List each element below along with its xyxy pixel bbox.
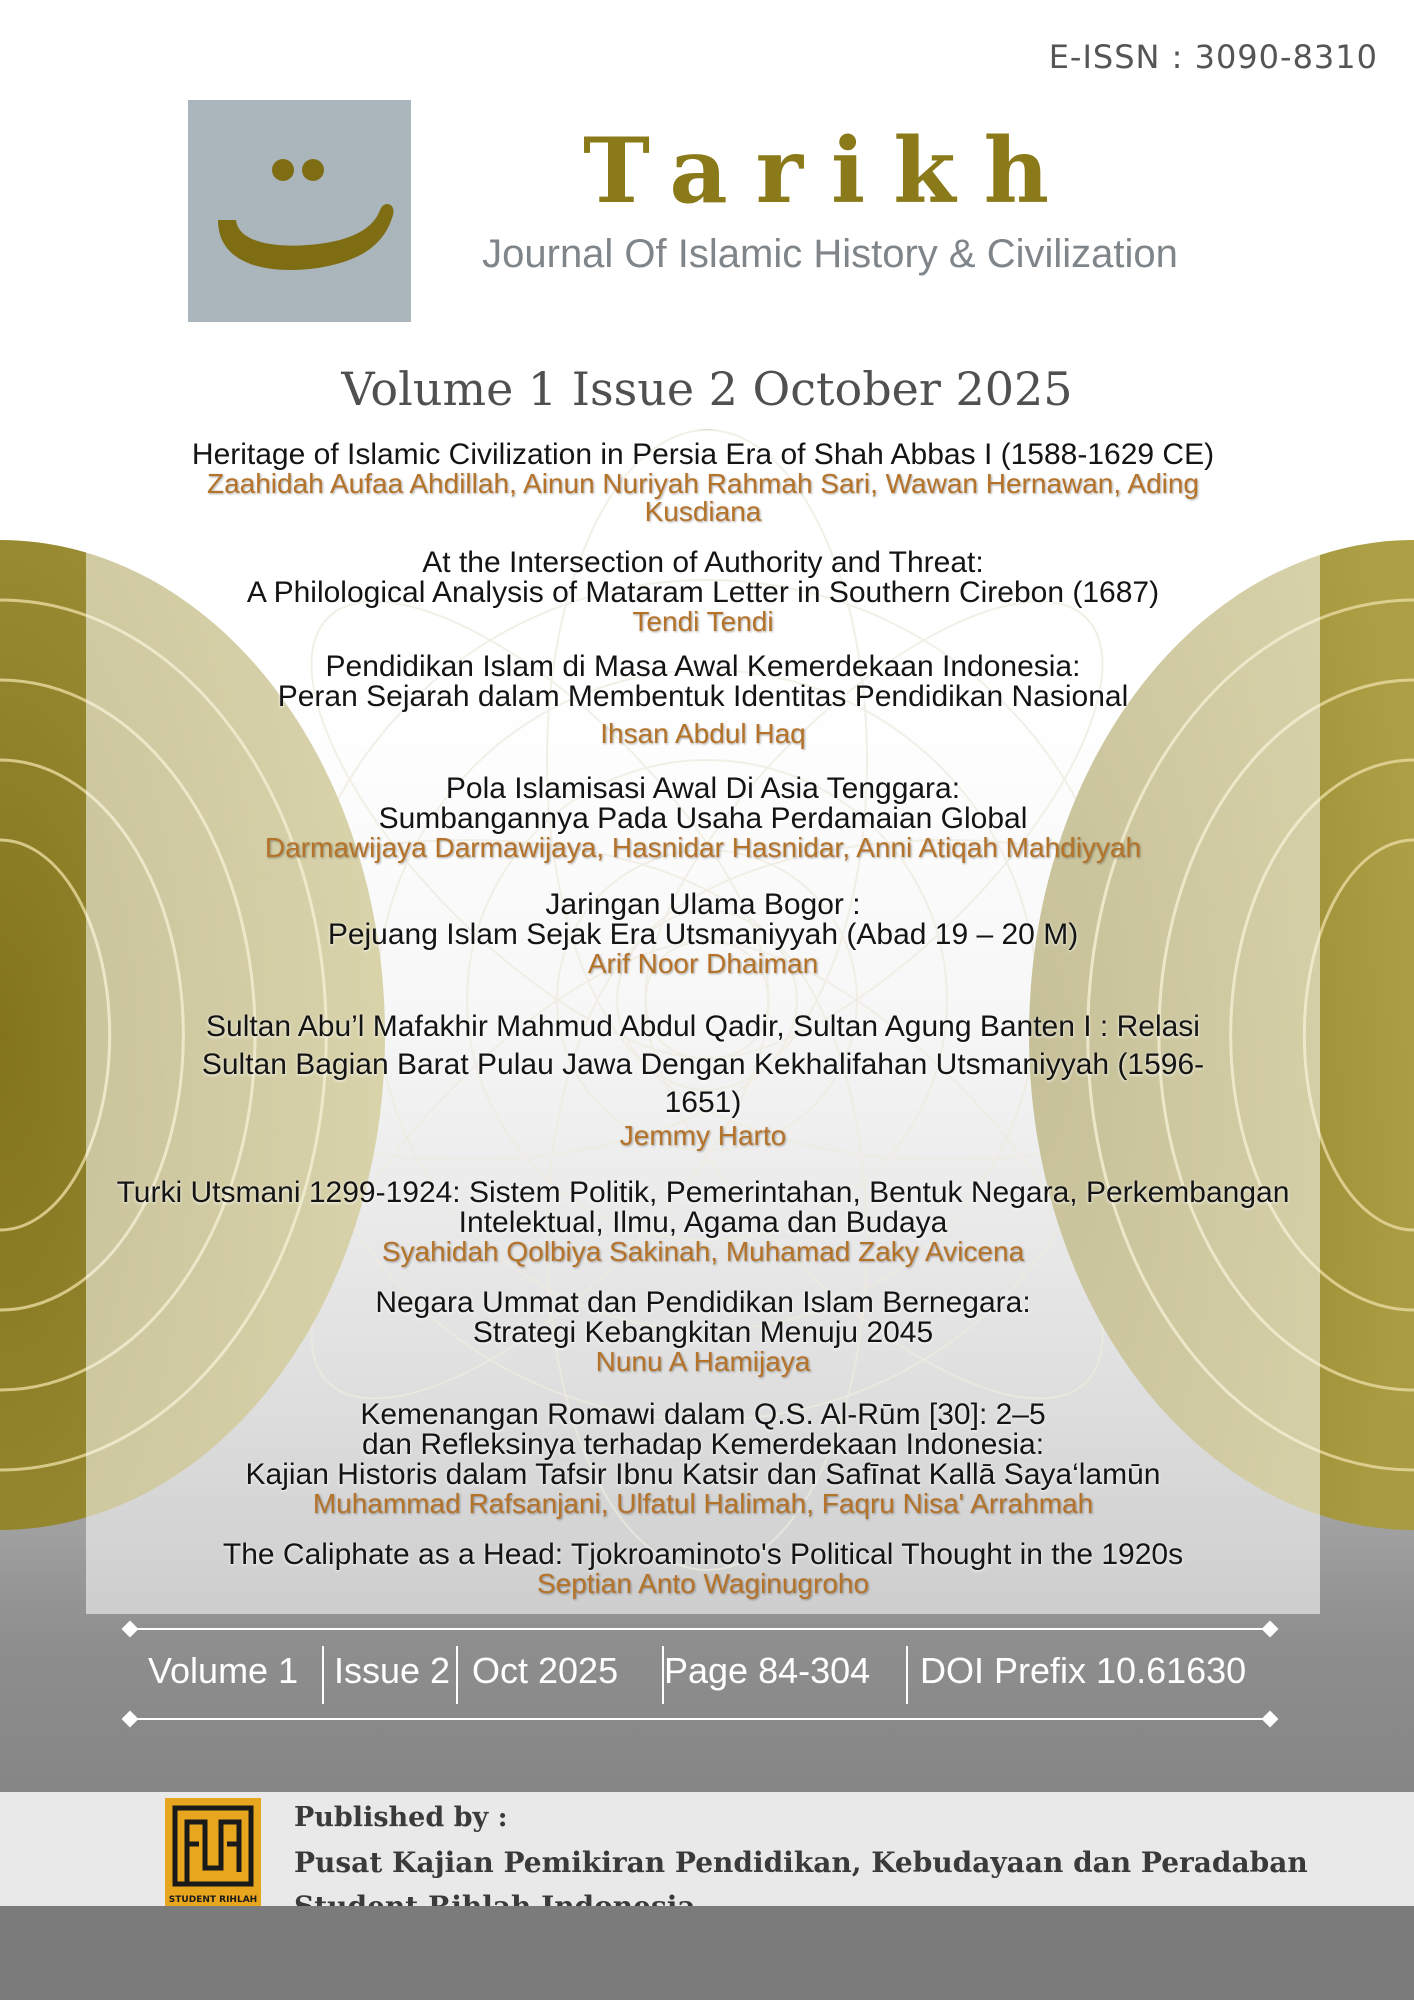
meta-volume: Volume 1 (148, 1650, 299, 1691)
article-item (86, 1540, 1320, 1598)
arabic-letter-ta-icon (188, 100, 411, 322)
top-rule (130, 1628, 1270, 1630)
meta-pages: Page 84-304 (664, 1650, 871, 1691)
article-title: The Caliphate as a Head: Tjokroaminoto's Political Thought in the 1920s (222, 1538, 1184, 1571)
article-authors: Kusdiana (644, 496, 762, 527)
article-title: Kemenangan Romawi dalam Q.S. Al-Rūm [30]: 2–5 (360, 1398, 1046, 1431)
article-title: Sultan Bagian Barat Pulau Jawa Dengan Kekhalifahan Utsmaniyyah (1596- (201, 1048, 1205, 1081)
article-authors: Syahidah Qolbiya Sakinah, Muhamad Zaky Avicena (381, 1236, 1025, 1267)
article-title: Jaringan Ulama Bogor : (545, 888, 861, 921)
meta-divider (322, 1646, 324, 1704)
journal-subtitle: Journal Of Islamic History & Civilization (482, 232, 1178, 276)
diamond-ornament (1262, 1621, 1279, 1638)
article-authors: Darmawijaya Darmawijaya, Hasnidar Hasnidar, Anni Atiqah Mahdiyyah (264, 832, 1142, 863)
article-item (86, 652, 1320, 748)
published-by-label: Published by : (294, 1802, 508, 1833)
article-title: Peran Sejarah dalam Membentuk Identitas Pendidikan Nasional (277, 680, 1129, 713)
article-item (86, 548, 1320, 636)
article-title: Negara Ummat dan Pendidikan Islam Bernegara: (375, 1286, 1031, 1319)
article-title: Pola Islamisasi Awal Di Asia Tenggara: (445, 772, 961, 805)
journal-title: Tarikh (582, 118, 1078, 224)
publisher-band (0, 1792, 1414, 1906)
article-title: dan Refleksinya terhadap Kemerdekaan Indonesia: (361, 1428, 1045, 1461)
footer-band (0, 1906, 1414, 2000)
article-authors: Jemmy Harto (619, 1120, 787, 1151)
e-issn: E-ISSN : 3090-8310 (1048, 38, 1378, 76)
article-title: Sultan Abu’l Mafakhir Mahmud Abdul Qadir, Sultan Agung Banten I : Relasi (206, 1010, 1200, 1043)
article-authors: Tendi Tendi (632, 606, 774, 637)
article-title: At the Intersection of Authority and Threat: (422, 546, 984, 579)
article-item (86, 440, 1320, 526)
article-item (86, 1400, 1320, 1518)
article-authors: Zaahidah Aufaa Ahdillah, Ainun Nuriyah Rahmah Sari, Wawan Hernawan, Ading (206, 468, 1200, 499)
meta-divider (456, 1646, 458, 1704)
diamond-ornament (122, 1711, 139, 1728)
bottom-rule (130, 1718, 1270, 1720)
article-title: Heritage of Islamic Civilization in Persia Era of Shah Abbas I (1588-1629 CE) (191, 438, 1215, 471)
issue-metadata-bar (120, 1618, 1280, 1730)
article-item (86, 1178, 1320, 1266)
publisher-logo-text: STUDENT RIHLAH (168, 1895, 258, 1905)
article-item (86, 1288, 1320, 1376)
diamond-ornament (1262, 1711, 1279, 1728)
article-title: Pendidikan Islam di Masa Awal Kemerdekaan Indonesia: (325, 650, 1081, 683)
article-title: Strategi Kebangkitan Menuju 2045 (472, 1316, 934, 1349)
article-title: A Philological Analysis of Mataram Letter in Southern Cirebon (1687) (246, 576, 1160, 609)
meta-issue: Issue 2 (334, 1650, 451, 1691)
article-authors: Ihsan Abdul Haq (600, 718, 806, 749)
meta-divider (906, 1646, 908, 1704)
journal-logo (188, 100, 411, 322)
article-authors: Arif Noor Dhaiman (587, 948, 819, 979)
article-title: Sumbangannya Pada Usaha Perdamaian Global (378, 802, 1028, 835)
article-title: Kajian Historis dalam Tafsir Ibnu Katsir dan Safīnat Kallā Saya‘lamūn (245, 1458, 1161, 1491)
article-item (86, 1008, 1320, 1150)
article-authors: Septian Anto Waginugroho (536, 1568, 870, 1599)
article-title: Pejuang Islam Sejak Era Utsmaniyyah (Abad 19 – 20 M) (327, 918, 1079, 951)
meta-doi: DOI Prefix 10.61630 (920, 1650, 1247, 1691)
article-title: Intelektual, Ilmu, Agama dan Budaya (458, 1206, 948, 1239)
article-authors: Muhammad Rafsanjani, Ulfatul Halimah, Faqru Nisa' Arrahmah (312, 1488, 1094, 1519)
article-item (86, 890, 1320, 978)
article-title: 1651) (664, 1086, 742, 1119)
meta-date: Oct 2025 (472, 1650, 619, 1691)
article-item (86, 774, 1320, 862)
article-title: Turki Utsmani 1299-1924: Sistem Politik, Pemerintahan, Bentuk Negara, Perkembangan (116, 1176, 1290, 1209)
volume-issue-date: Volume 1 Issue 2 October 2025 (341, 362, 1073, 416)
article-authors: Nunu A Hamijaya (595, 1346, 811, 1377)
diamond-ornament (122, 1621, 139, 1638)
publisher-name: Pusat Kajian Pemikiran Pendidikan, Kebudayaan dan Peradaban (294, 1846, 1308, 1879)
